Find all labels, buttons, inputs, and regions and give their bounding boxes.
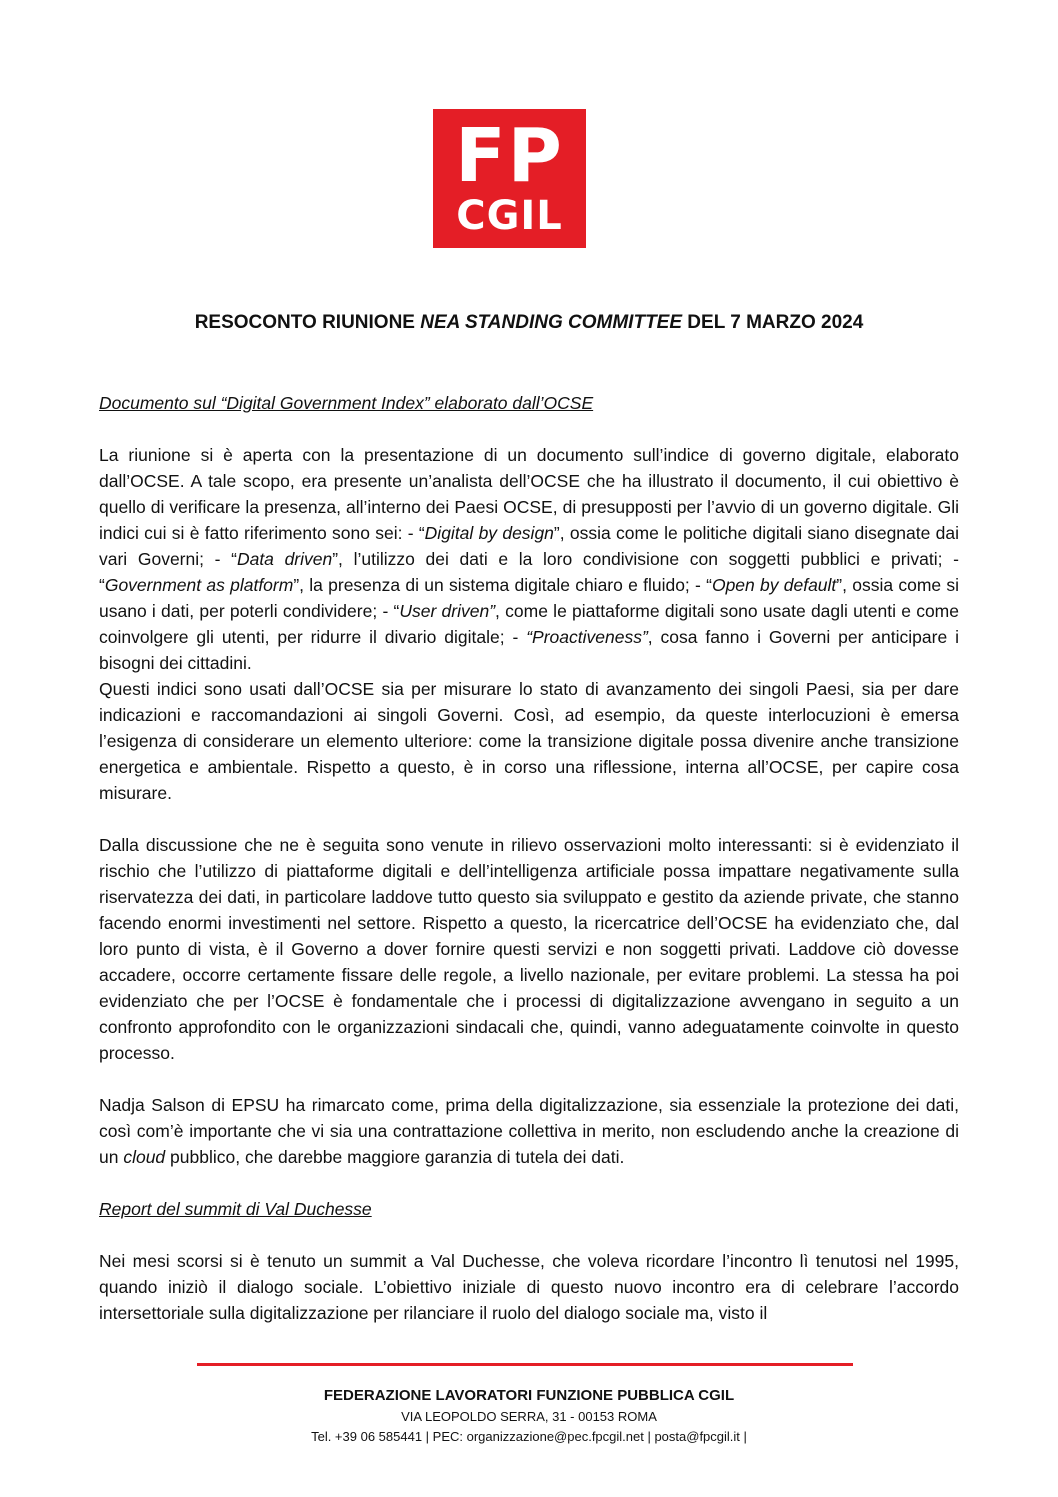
paragraph-5: Nei mesi scorsi si è tenuto un summit a Val Duchesse, che voleva ricordare l’incontro lì tenutosi nel 1995, quando iniziò il dialogo sociale. L’obiettivo iniziale di questo nuovo incontro era di celebrare l’accordo intersettoriale sulla digitalizzazione per rilanciare il ruolo del dialogo sociale ma, visto il — [99, 1251, 959, 1323]
footer-contacts: Tel. +39 06 585441 | PEC: organizzazione@pec.fpcgil.net | posta@fpcgil.it | — [311, 1429, 747, 1444]
p1-index-government-as-platform: Government as platform — [104, 575, 294, 595]
title-prefix: RESOCONTO RIUNIONE — [194, 312, 421, 333]
paragraph-2: Questi indici sono usati dall’OCSE sia per misurare lo stato di avanzamento dei singoli Paesi, sia per dare indicazioni e raccomandazioni ai singoli Governi. Così, ad esempio, da queste interlocuzioni è emersa l’esigenza di considerare un elemento ulteriore: come la transizione digitale possa divenire anche transizione energetica e ambientale. Rispetto a questo, è in corso una riflessione, interna all’OCSE, per capire cosa misurare. — [99, 679, 959, 803]
logo-fp-text: FP — [455, 113, 564, 199]
title-committee: NEA STANDING COMMITTEE — [420, 312, 683, 333]
section-heading-digital-government-index: Documento sul “Digital Government Index” elaborato dall’OCSE — [99, 393, 594, 413]
paragraph-4 — [99, 1092, 959, 1170]
p1-index-user-driven: User driven” — [399, 601, 496, 621]
footer-divider — [197, 1363, 853, 1366]
p4-text-b: pubblico, che darebbe maggiore garanzia di tutela dei dati. — [165, 1147, 625, 1167]
p1-text-d: ”, la presenza di un sistema digitale chiaro e fluido; - “ — [293, 575, 712, 595]
p1-index-digital-by-design: Digital by design — [424, 523, 554, 543]
p1-index-proactiveness: “Proactiveness” — [526, 627, 648, 647]
footer — [0, 1385, 1058, 1447]
p1-index-data-driven: Data driven — [236, 549, 333, 569]
p1-text-f: , come le piattaforme digitali sono usate dagli utenti e come coinvolgere gli utenti, per ridurre il divario digitale; - — [99, 601, 959, 647]
title-suffix: DEL 7 MARZO 2024 — [682, 312, 864, 333]
p1-text-c: ”, l’utilizzo dei dati e la loro condivisione con soggetti pubblici e privati; - “ — [99, 549, 959, 595]
p1-text-b: ”, ossia come le politiche digitali siano disegnate dai vari Governi; - “ — [99, 523, 960, 569]
logo-cgil-text: CGIL — [456, 193, 563, 239]
p1-text-e: ”, ossia come si usano i dati, per poterli condividere; - “ — [99, 575, 960, 621]
fp-cgil-logo — [433, 109, 586, 248]
document-title — [80, 310, 978, 336]
section-heading-val-duchesse: Report del summit di Val Duchesse — [99, 1199, 372, 1219]
p1-text-a: La riunione si è aperta con la presentazione di un documento sull’indice di governo digitale, elaborato dall’OCSE. A tale scopo, era presente un’analista dell’OCSE che ha illustrato il documento, il cui obiettivo è quello di verificare la presenza, all’interno dei Paesi OCSE, di presupposti per l’avvio di un governo digitale. Gli indici cui si è fatto riferimento sono sei: - “ — [99, 445, 959, 543]
paragraph-1 — [99, 442, 959, 676]
p4-text-a: Nadja Salson di EPSU ha rimarcato come, prima della digitalizzazione, sia essenziale la protezione dei dati, così com’è importante che vi sia una contrattazione collettiva in merito, non escludendo anche la creazione di un — [99, 1095, 959, 1167]
footer-address: VIA LEOPOLDO SERRA, 31 - 00153 ROMA — [401, 1409, 657, 1424]
paragraph-3: Dalla discussione che ne è seguita sono venute in rilievo osservazioni molto interessanti: si è evidenziato il rischio che l’utilizzo di piattaforme digitali e dell’intelligenza artificiale possa impattare negativamente sulla riservatezza dei dati, in particolare laddove tutto questo sia sviluppato e gestito da aziende private, che stanno facendo enormi investimenti nel settore. Rispetto a questo, la ricercatrice dell’OCSE ha evidenziato che, dal loro punto di vista, è il Governo a dover fornire questi servizi e non soggetti privati. Laddove ciò dovesse accadere, occorre certamente fissare delle regole, a livello nazionale, per evitare problemi. La stessa ha poi evidenziato che per l’OCSE è fondamentale che i processi di digitalizzazione avvengano in seguito a un confronto approfondito con le organizzazioni sindacali che, quindi, vanno adeguatamente coinvolte in questo processo. — [99, 835, 959, 1063]
p1-text-g: , cosa fanno i Governi per anticipare i bisogni dei cittadini. — [99, 627, 959, 673]
p4-cloud: cloud — [123, 1147, 166, 1167]
footer-organization: FEDERAZIONE LAVORATORI FUNZIONE PUBBLICA CGIL — [323, 1387, 735, 1404]
p1-index-open-by-default: Open by default — [711, 575, 837, 595]
document-body — [99, 390, 959, 1326]
